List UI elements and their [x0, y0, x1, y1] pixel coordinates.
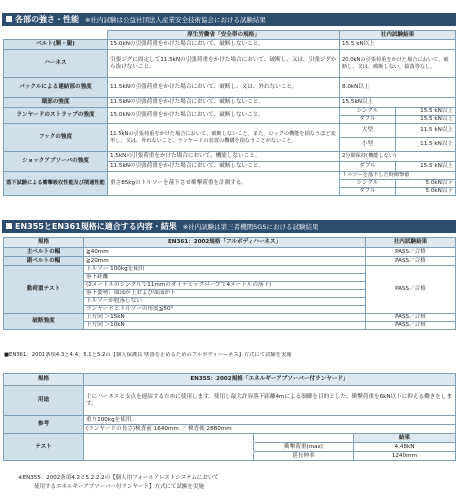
row-label: 環部の強度	[4, 98, 108, 108]
result-value: 15.5 kN以上	[396, 108, 456, 116]
en355-table	[3, 373, 456, 461]
strength-table	[3, 30, 456, 196]
row-standard-2: 11.5kNの引張荷重をかけた場合において、破断しないこと。	[108, 162, 340, 172]
dynamic-item: ランヤードとトルソーの角度≦50°	[84, 306, 366, 314]
row-label: 副ベルトの幅	[4, 257, 84, 266]
row-result: PASS／合格	[366, 257, 456, 266]
dynamic-item: 落下距離	[84, 274, 366, 282]
dynamic-item: (2メートルのシングルで11mmのダイナミックロープで4メートルの落下)	[84, 282, 366, 290]
row-label: 主ベルトの幅	[4, 248, 84, 257]
break-result: PASS／合格	[366, 322, 456, 330]
result-type: ダブル	[340, 116, 396, 124]
ref-item: 重り100kgを使用。	[84, 416, 456, 425]
row-std: ≧40mm	[84, 248, 366, 257]
row-label: フックの強度	[4, 124, 108, 152]
ref-item: (ランヤードの長さ)検査前 1640mm ／ 検査後 2880mm	[84, 425, 456, 434]
row-standard: 11.5kNの引張荷重をかけた場合において、破断しないこと。	[108, 98, 340, 108]
row-label: ショックアブソーバの強度	[4, 152, 108, 172]
ref-label: 参考	[4, 416, 84, 434]
test-name: 衝撃荷重(max)	[254, 443, 354, 452]
row-result: 20.0kNの引張荷重をかけた場合において、破断し、又は、破断しない。抜落等なし。	[340, 50, 456, 78]
col-spec: 規格	[4, 374, 84, 386]
test-value: 4.48kN	[354, 443, 456, 452]
result-value: 15.5 kN以上	[396, 162, 456, 172]
col-std: EN361：2002規格「フルボディハーネス」	[84, 238, 366, 248]
row-standard: 1.5kNの引張荷重をかけた場合において、機能しないこと。	[108, 152, 340, 162]
usage-text: 主にハーネスと支点を連結するために使用します。使用し最大許容落下距離4mによる制御を目的とした、衝撃荷重を6kN以下に抑える働きをします。	[84, 386, 456, 416]
result-type: シングル	[340, 180, 396, 188]
section3-footnote	[18, 474, 448, 492]
dynamic-item: トルソーが脱落しない	[84, 298, 366, 306]
section1-title: 各部の強さ・性能	[15, 15, 79, 24]
result-type: シングル	[340, 108, 396, 116]
col-standard: 厚生労働省「安全帯の規格」	[108, 31, 340, 40]
usage-label: 用途	[4, 386, 84, 416]
row-standard: 11.5kNの引張荷重をかけた場合において、破断しないこと。また、ロックの機能を損なうほど変形し、又は、外れないこと。ランヤードの装置の機構を損なうことがないこと。	[108, 124, 340, 152]
test-name: 延長伸率	[254, 452, 354, 461]
dynamic-label: 動荷重テスト	[4, 266, 84, 314]
en361-table	[3, 237, 456, 330]
row-result: PASS／合格	[366, 248, 456, 257]
dynamic-result: PASS／合格	[366, 266, 456, 314]
footnote-line-2: 使用するエネルギーアブソーバー付ランヤード】方式にて試験を実施	[34, 484, 204, 490]
result-type: 2分間保持(機能しない)	[340, 152, 456, 162]
row-standard: 引張ジグに固定して11.5kNの引張荷重をかけた場合において、破断し、又は、引張ジグから抜けないこと。	[108, 50, 340, 78]
result-value: 5.0kN以下	[396, 180, 456, 188]
row-label: ベルト(胴・腿)	[4, 40, 108, 50]
dynamic-item: トルソー 100kgを使用	[84, 266, 366, 274]
section2-footnote: ■EN361：2001条項4.3と4.4、5.1と5.2の【個人保護具 墜落を止めるためのフルボディハーネス】方式にて試験を実施	[4, 352, 292, 358]
section1-header	[2, 13, 456, 26]
row-std: ≧20mm	[84, 257, 366, 266]
row-standard: 重さ85kgのトルソーを落下させ衝撃荷重を計測する。	[108, 172, 340, 196]
result-value: 11.5 kN以上	[396, 124, 456, 138]
row-standard: 15.0kNの引張荷重をかけた場合において、破断しないこと。	[108, 108, 340, 124]
row-label: ランヤードのストラップの強度	[4, 108, 108, 124]
section2-header	[2, 220, 456, 233]
test-head: 結果	[354, 434, 456, 443]
footnote-line-1: ※EN355：2002条項4.2と5.2.2.2の【個人用フォールアレストシステムにおいて	[18, 475, 219, 481]
test-value: 1240mm	[354, 452, 456, 461]
row-standard: 11.5kNの引張荷重をかけた場合において、破断し、又は、外れないこと。	[108, 78, 340, 98]
row-label: ハーネス	[4, 50, 108, 78]
section1-note: ※社内試験は公益社団法人産業安全技術協会における試験結果	[85, 16, 266, 24]
row-result: 8.0kN以上	[340, 78, 456, 98]
row-result: 15.5 kN以上	[340, 40, 456, 50]
row-result: 15.5kN以上	[340, 98, 456, 108]
square-bullet-icon	[6, 16, 12, 22]
row-label: 落下試験による衝撃吸収性能及び関連性能	[4, 172, 108, 196]
section2-note: ※社内試験は第三者機関SGSにおける試験結果	[182, 223, 319, 231]
section2-title: EN355とEN361規格に適合する内容・結果	[15, 222, 177, 231]
col-std: EN355：2002規格「エネルギーアブソーバー付ランヤード」	[84, 374, 456, 386]
break-item: 下方向 ＞10kN	[84, 322, 366, 330]
col-result: 社内試験結果	[366, 238, 456, 248]
result-value: 11.5 kN以上	[396, 138, 456, 152]
col-inhouse: 社内試験結果	[340, 31, 456, 40]
result-type: ダブル	[340, 188, 396, 196]
result-value: 5.0kN以下	[396, 188, 456, 196]
break-item: 上方向 ＞15kN	[84, 314, 366, 322]
dynamic-item: 落下姿勢：頭部が上および頭部が下	[84, 290, 366, 298]
result-type: 大型	[340, 124, 396, 138]
row-standard: 15.0kNの引張荷重をかけた場合において、破断しないこと。	[108, 40, 340, 50]
break-label: 破断強度	[4, 314, 84, 330]
break-result: PASS／合格	[366, 314, 456, 322]
result-type: 小型	[340, 138, 396, 152]
result-type: ダブル	[340, 162, 396, 172]
col-spec: 規格	[4, 238, 84, 248]
test-label: テスト	[4, 434, 84, 461]
row-label: バックルによる連結部の強度	[4, 78, 108, 98]
square-bullet-icon	[6, 223, 12, 229]
result-value: 15.5 kN以上	[396, 116, 456, 124]
result-head: トルソーを落下した時衝撃値	[340, 172, 456, 180]
